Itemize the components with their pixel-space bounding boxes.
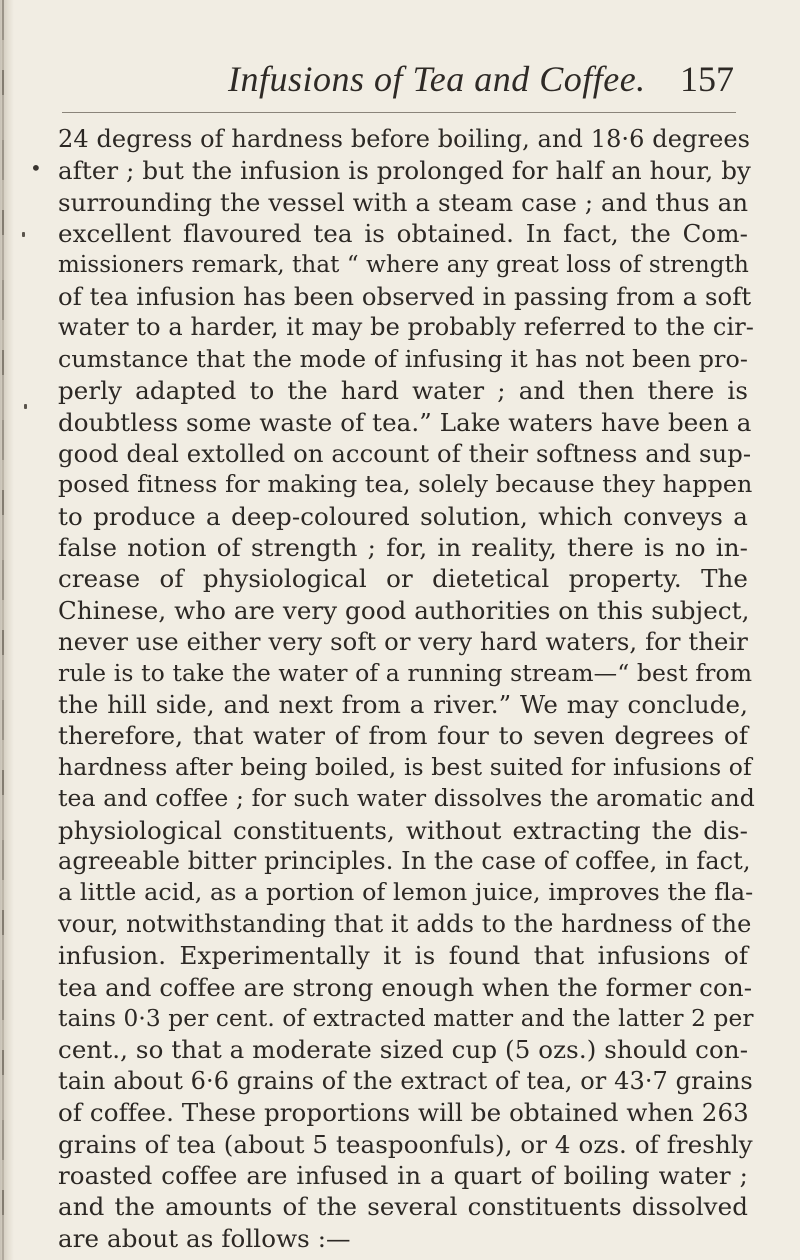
text-line: good deal extolled on account of their softness and sup- (58, 438, 752, 468)
text-line: perly adapted to the hard water ; and then there is (58, 376, 748, 406)
text-line: a little acid, as a portion of lemon juice, improves the fla- (58, 878, 754, 907)
text-line: to produce a deep-coloured solution, which conveys a (58, 501, 748, 531)
text-line: tains 0·3 per cent. of extracted matter and the latter 2 per (58, 1004, 754, 1032)
text-line: agreeable bitter principles. In the case of coffee, in fact, (58, 846, 751, 875)
text-line: are about as follows :— (58, 1223, 351, 1253)
text-line: Chinese, who are very good authorities on this subject, (58, 595, 750, 625)
text-line: infusion. Experimentally it is found that infusions of (58, 941, 748, 971)
text-line: tea and coffee ; for such water dissolves the aromatic and (58, 784, 755, 813)
text-line: grains of tea (about 5 teaspoonfuls), or 4 ozs. of freshly (58, 1129, 753, 1159)
text-line: vour, notwithstanding that it adds to the hardness of the (58, 909, 752, 938)
text-line: therefore, that water of from four to seven degrees of (58, 721, 748, 751)
text-line: the hill side, and next from a river.” We may conclude, (58, 690, 748, 720)
running-title: Infusions of Tea and Coffee. (228, 59, 646, 99)
text-line: tea and coffee are strong enough when the former con- (58, 972, 753, 1002)
margin-speck (24, 404, 27, 409)
text-line: cumstance that the mode of infusing it has not been pro- (58, 344, 749, 373)
text-line: false notion of strength ; for, in reality, there is no in- (58, 533, 748, 563)
text-line: never use either very soft or very hard waters, for their (58, 627, 748, 657)
header-rule (62, 112, 736, 113)
text-line: physiological constituents, without extracting the dis- (58, 815, 748, 845)
text-line: missioners remark, that “ where any great loss of strength (58, 251, 749, 278)
text-line: crease of physiological or dietetical property. The (58, 564, 748, 594)
text-line: roasted coffee are infused in a quart of boiling water ; (58, 1160, 748, 1190)
text-line: of tea infusion has been observed in passing from a soft (58, 281, 752, 311)
text-line: water to a harder, it may be probably referred to the cir- (58, 313, 754, 342)
text-line: of coffee. These proportions will be obtained when 263 (58, 1098, 749, 1128)
text-line: rule is to take the water of a running stream—“ best from (58, 658, 753, 687)
text-line: surrounding the vessel with a steam case ; and thus an (58, 187, 749, 217)
text-line: after ; but the infusion is prolonged for half an hour, by (58, 156, 751, 186)
text-line: doubtless some waste of tea.” Lake waters have been a (58, 407, 752, 437)
text-line: excellent flavoured tea is obtained. In fact, the Com- (58, 219, 748, 249)
margin-speck (22, 232, 25, 237)
page-number: 157 (680, 59, 734, 99)
text-line: tain about 6·6 grains of the extract of tea, or 43·7 grains (58, 1066, 753, 1095)
text-line: hardness after being boiled, is best suited for infusions of (58, 752, 752, 781)
page-header (60, 58, 740, 108)
text-line: posed fitness for making tea, solely because they happen (58, 470, 753, 499)
text-line: 24 degress of hardness before boiling, and 18·6 degrees (58, 125, 751, 153)
text-line: and the amounts of the several constituents dissolved (58, 1192, 748, 1222)
book-gutter-edge (0, 0, 14, 1260)
text-line: cent., so that a moderate sized cup (5 ozs.) should con- (58, 1035, 749, 1065)
body-text (58, 124, 755, 1254)
margin-mark: • (30, 156, 42, 180)
